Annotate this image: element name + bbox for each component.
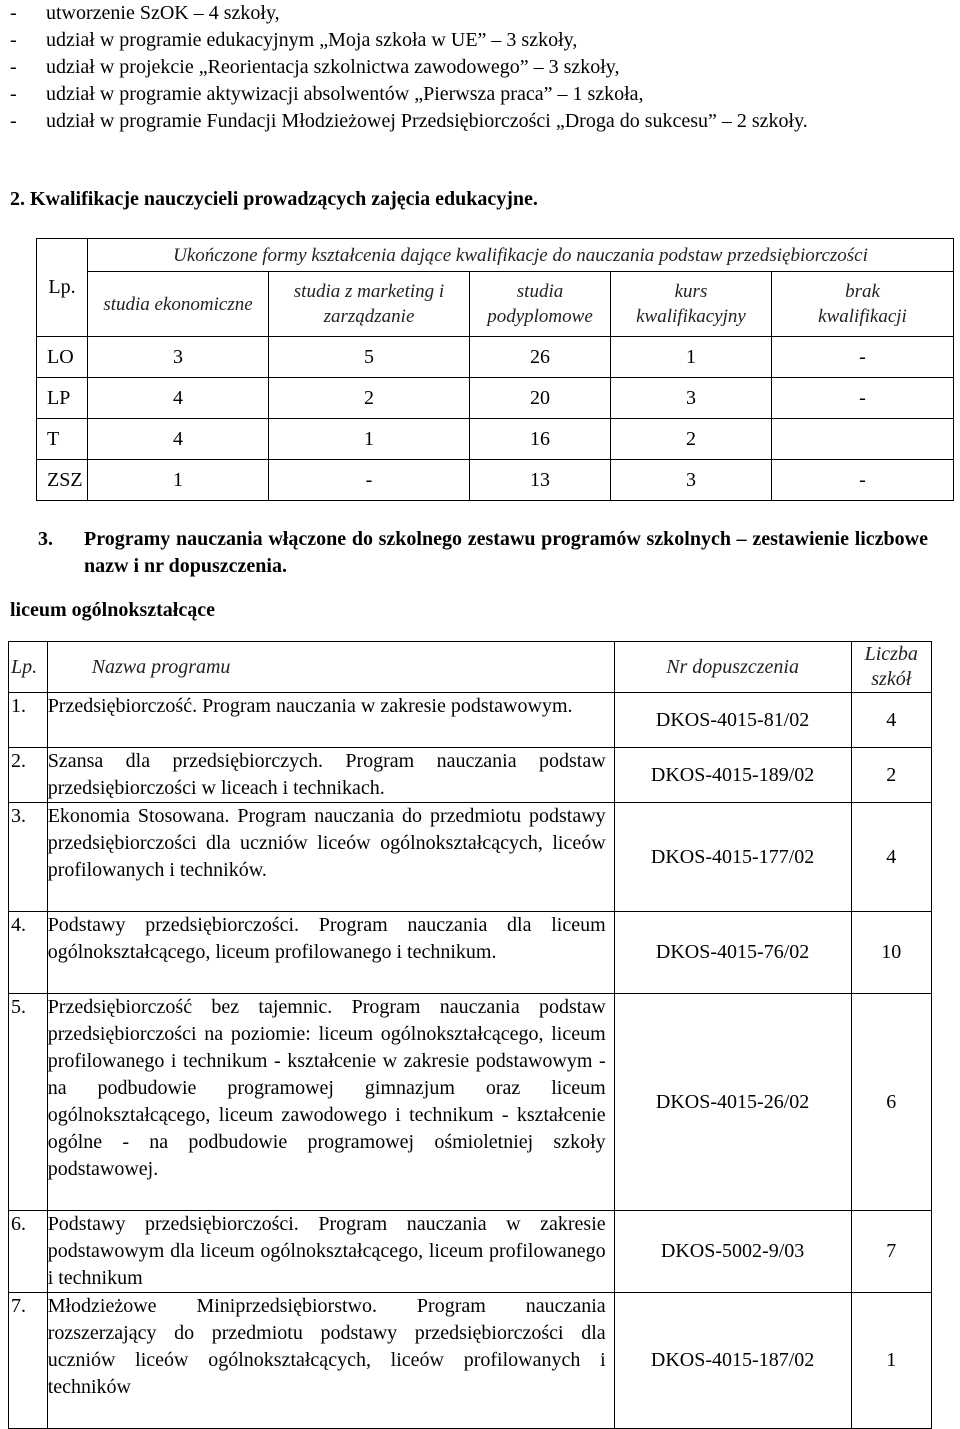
programs-table [8,641,932,1429]
value-cell: 3 [88,337,269,378]
school-count-cell: 2 [851,748,931,803]
approval-number-cell: DKOS-4015-26/02 [614,994,851,1211]
value-cell: - [772,337,954,378]
value-cell: 2 [611,419,772,460]
column-header [611,272,772,337]
lp-cell: 4. [9,912,48,994]
column-header-text: kurs kwalifikacyjny [636,281,746,327]
school-cell: ZSZ [37,460,88,501]
school-cell: LP [37,378,88,419]
section-number: 3. [38,528,53,550]
table-row [37,378,954,419]
list-item-text: utworzenie SzOK – 4 szkoły, [46,2,280,24]
value-cell: 2 [269,378,470,419]
name-header: Nazwa programu [47,642,614,693]
lp-header: Lp. [9,642,48,693]
list-item [10,108,910,135]
lp-cell: 6. [9,1211,48,1293]
table-row [9,912,932,994]
table-row [37,460,954,501]
table-row [37,419,954,460]
school-count-cell: 4 [851,803,931,912]
table-header-row [9,642,932,693]
group-header: Ukończone formy kształcenia dające kwalifikacje do nauczania podstaw przedsiębiorczości [88,239,954,272]
column-header-text: brak kwalifikacji [818,281,907,327]
lp-header: Lp. [37,239,88,337]
bullet-dash: - [10,56,17,78]
bullet-dash: - [10,110,17,132]
column-header-text: studia podyplomowe [487,281,593,327]
section-3-heading [38,526,928,580]
school-cell: LO [37,337,88,378]
table-row [9,748,932,803]
value-cell: - [772,460,954,501]
section-2-heading: 2. Kwalifikacje nauczycieli prowadzących zajęcia edukacyjne. [10,188,538,210]
value-cell: 3 [611,378,772,419]
program-name-cell: Młodzieżowe Miniprzedsiębiorstwo. Program nauczania rozszerzający do przedmiotu podstawy przedsiębiorczości dla uczniów liceów ogólnokształcących, liceów profilowanych i techników [47,1293,614,1429]
school-cell: T [37,419,88,460]
count-header [851,642,931,693]
value-cell: 1 [88,460,269,501]
table-row [37,337,954,378]
lp-cell: 2. [9,748,48,803]
bullet-dash: - [10,29,17,51]
value-cell: 1 [611,337,772,378]
section-title: Programy nauczania włączone do szkolnego zestawu programów szkolnych – zestawienie liczbowe nazw i nr dopuszczenia. [84,528,928,577]
column-header [269,272,470,337]
list-item [10,0,910,27]
school-count-cell: 1 [851,1293,931,1429]
school-count-cell: 7 [851,1211,931,1293]
count-header-text: Liczba szkół [864,643,918,690]
activity-list [10,0,910,135]
value-cell: 4 [88,378,269,419]
lp-cell: 7. [9,1293,48,1429]
column-header [470,272,611,337]
column-header: studia ekonomiczne [88,272,269,337]
school-type-heading: liceum ogólnokształcące [10,599,215,621]
value-cell: 5 [269,337,470,378]
table-row [9,1293,932,1429]
program-name-cell: Przedsiębiorczość bez tajemnic. Program nauczania podstaw przedsiębiorczości na poziomie: liceum ogólnokształcącego, liceum profilowanego i technikum - kształcenie w zakresie podstawowym - na podbudowie programowej gimnazjum oraz liceum ogólnokształcącego, liceum zawodowego i technikum - kształcenie ogólne - na podbudowie programowej ośmioletniej szkoły podstawowej. [47,994,614,1211]
value-cell: 3 [611,460,772,501]
value-cell: 26 [470,337,611,378]
approval-number-cell: DKOS-5002-9/03 [614,1211,851,1293]
table-row [9,803,932,912]
value-cell: 4 [88,419,269,460]
nr-header: Nr dopuszczenia [614,642,851,693]
list-item-text: udział w programie Fundacji Młodzieżowej Przedsiębiorczości „Droga do sukcesu” – 2 szkoły. [46,110,808,132]
approval-number-cell: DKOS-4015-177/02 [614,803,851,912]
list-item [10,27,910,54]
value-cell: 1 [269,419,470,460]
lp-cell: 5. [9,994,48,1211]
list-item [10,81,910,108]
bullet-dash: - [10,2,17,24]
qualifications-table [36,238,954,501]
program-name-cell: Podstawy przedsiębiorczości. Program nauczania dla liceum ogólnokształcącego, liceum profilowanego i technikum. [47,912,614,994]
approval-number-cell: DKOS-4015-187/02 [614,1293,851,1429]
value-cell [772,419,954,460]
approval-number-cell: DKOS-4015-76/02 [614,912,851,994]
table-row [9,693,932,748]
list-item-text: udział w programie aktywizacji absolwentów „Pierwsza praca” – 1 szkoła, [46,83,644,105]
value-cell: - [772,378,954,419]
program-name-cell: Przedsiębiorczość. Program nauczania w zakresie podstawowym. [47,693,614,748]
lp-cell: 1. [9,693,48,748]
list-item [10,54,910,81]
column-header-text: studia z marketing i zarządzanie [293,281,445,327]
school-count-cell: 10 [851,912,931,994]
table-row [9,994,932,1211]
value-cell: 16 [470,419,611,460]
table-row [9,1211,932,1293]
column-header [772,272,954,337]
school-count-cell: 4 [851,693,931,748]
list-item-text: udział w programie edukacyjnym „Moja szkoła w UE” – 3 szkoły, [46,29,578,51]
value-cell: 13 [470,460,611,501]
value-cell: - [269,460,470,501]
approval-number-cell: DKOS-4015-189/02 [614,748,851,803]
list-item-text: udział w projekcie „Reorientacja szkolnictwa zawodowego” – 3 szkoły, [46,56,620,78]
lp-cell: 3. [9,803,48,912]
bullet-dash: - [10,83,17,105]
approval-number-cell: DKOS-4015-81/02 [614,693,851,748]
program-name-cell: Ekonomia Stosowana. Program nauczania do przedmiotu podstawy przedsiębiorczości dla uczniów liceów ogólnokształcących, liceów profilowanych i techników. [47,803,614,912]
school-count-cell: 6 [851,994,931,1211]
program-name-cell: Szansa dla przedsiębiorczych. Program nauczania podstaw przedsiębiorczości w liceach i technikach. [47,748,614,803]
value-cell: 20 [470,378,611,419]
program-name-cell: Podstawy przedsiębiorczości. Program nauczania w zakresie podstawowym dla liceum ogólnokształcącego, liceum profilowanego i technikum [47,1211,614,1293]
